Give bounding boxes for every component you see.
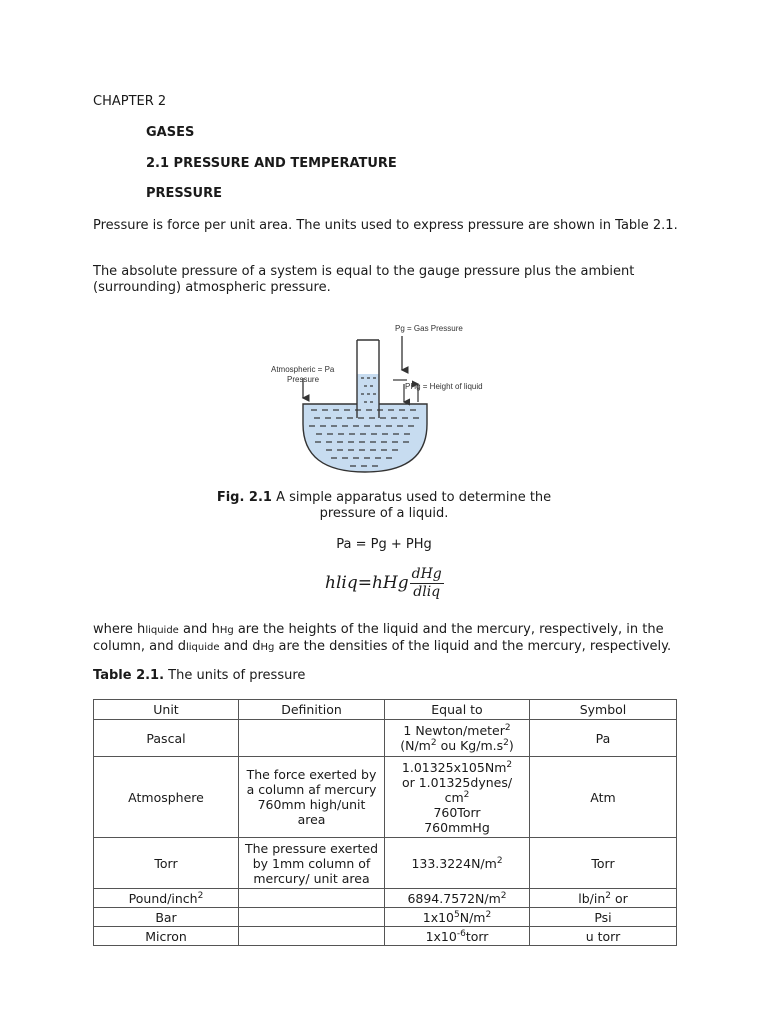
figure-caption-text: A simple apparatus used to determine the pressure of a liquid. xyxy=(271,490,552,521)
units-table xyxy=(93,699,677,946)
formula-equals: = xyxy=(357,573,372,593)
formula-rhs: hHg xyxy=(371,573,409,593)
density-fraction xyxy=(410,566,444,601)
para3-text-4: and d xyxy=(219,639,261,654)
table-row xyxy=(94,908,677,927)
cell-unit: Pound/inch$^2$ xyxy=(94,889,239,908)
cell-symbol: Torr xyxy=(530,838,677,889)
cell-symbol: Psi xyxy=(530,908,677,927)
table-title-text: The units of pressure xyxy=(164,668,306,683)
chapter-heading: CHAPTER 2 xyxy=(93,94,167,109)
para3-text-3: are the heights of the liquid and the mercury, respectively, in the column, and d xyxy=(93,622,664,654)
cell-equal-to: $1x10^5N/m^2$ xyxy=(385,908,530,927)
pressure-formula: Pa = Pg + PHg xyxy=(336,537,432,552)
para3-sub-2: Hg xyxy=(219,625,234,636)
header-unit: Unit xyxy=(94,700,239,720)
cell-definition: The pressure exerted by 1mm column of mercury/ unit area xyxy=(239,838,385,889)
cell-definition xyxy=(239,720,385,757)
where-paragraph xyxy=(93,622,683,656)
height-label: PHg = Height of liquid xyxy=(405,382,483,391)
atmospheric-label-line2: Pressure xyxy=(287,375,320,384)
para3-text-2: and h xyxy=(178,622,220,637)
cell-definition xyxy=(239,889,385,908)
cell-equal-to: $6894.7572N/m^2$ xyxy=(385,889,530,908)
cell-equal-to: $1x10^{-6}torr$ xyxy=(385,927,530,946)
figure-caption xyxy=(200,490,568,522)
height-formula xyxy=(325,566,444,601)
table-row xyxy=(94,838,677,889)
cell-unit: Pascal xyxy=(94,720,239,757)
fraction-denominator: dliq xyxy=(413,584,441,600)
table-title xyxy=(93,668,305,683)
table-row xyxy=(94,757,677,838)
cell-unit: Atmosphere xyxy=(94,757,239,838)
cell-definition xyxy=(239,908,385,927)
fraction-numerator: dHg xyxy=(411,566,442,582)
tube-liquid xyxy=(357,374,379,418)
cell-symbol: Atm xyxy=(530,757,677,838)
para3-text-1: where h xyxy=(93,622,146,637)
cell-equal-to: 1 Newton/meter$^2$ ($N/m^2$ ou $Kg/m.s^2$) xyxy=(385,720,530,757)
cell-unit: Micron xyxy=(94,927,239,946)
cell-symbol: Pa xyxy=(530,720,677,757)
cell-unit: Torr xyxy=(94,838,239,889)
table-row xyxy=(94,720,677,757)
header-equal-to: Equal to xyxy=(385,700,530,720)
cell-symbol: u torr xyxy=(530,927,677,946)
para3-text-5: are the densities of the liquid and the mercury, respectively. xyxy=(274,639,672,654)
para3-sub-4: Hg xyxy=(260,642,275,653)
absolute-pressure-paragraph: The absolute pressure of a system is equal to the gauge pressure plus the ambient (surrounding) atmospheric pressure. xyxy=(93,264,635,295)
table-row xyxy=(94,927,677,946)
table-title-label: Table 2.1. xyxy=(93,668,165,683)
gas-pressure-label: Pg = Gas Pressure xyxy=(395,324,463,333)
cell-definition: The force exerted by a column af mercury 760mm high/unit area xyxy=(239,757,385,838)
table-header-row xyxy=(94,700,677,720)
cell-equal-to: $133.3224N/m^2$ xyxy=(385,838,530,889)
header-symbol: Symbol xyxy=(530,700,677,720)
pressure-heading: PRESSURE xyxy=(146,186,223,201)
cell-definition xyxy=(239,927,385,946)
para3-sub-1: liquide xyxy=(145,625,179,636)
apparatus-figure xyxy=(265,318,505,478)
cell-equal-to: 1.01325x105Nm$^2$ or 1.01325dynes/ $cm^2$ 760Torr 760mmHg xyxy=(385,757,530,838)
atmospheric-label-line1: Atmospheric = Pa xyxy=(271,365,335,374)
table-row xyxy=(94,889,677,908)
section-heading: GASES xyxy=(146,125,195,140)
formula-lhs: hliq xyxy=(325,573,358,593)
intro-paragraph: Pressure is force per unit area. The units used to express pressure are shown in Table 2.1. xyxy=(93,218,678,233)
header-definition: Definition xyxy=(239,700,385,720)
cell-unit: Bar xyxy=(94,908,239,927)
subsection-heading: 2.1 PRESSURE AND TEMPERATURE xyxy=(146,156,397,171)
figure-caption-label: Fig. 2.1 xyxy=(216,490,272,505)
cell-symbol: $lb/in^2$ or xyxy=(530,889,677,908)
para3-sub-3: liquide xyxy=(185,642,220,653)
